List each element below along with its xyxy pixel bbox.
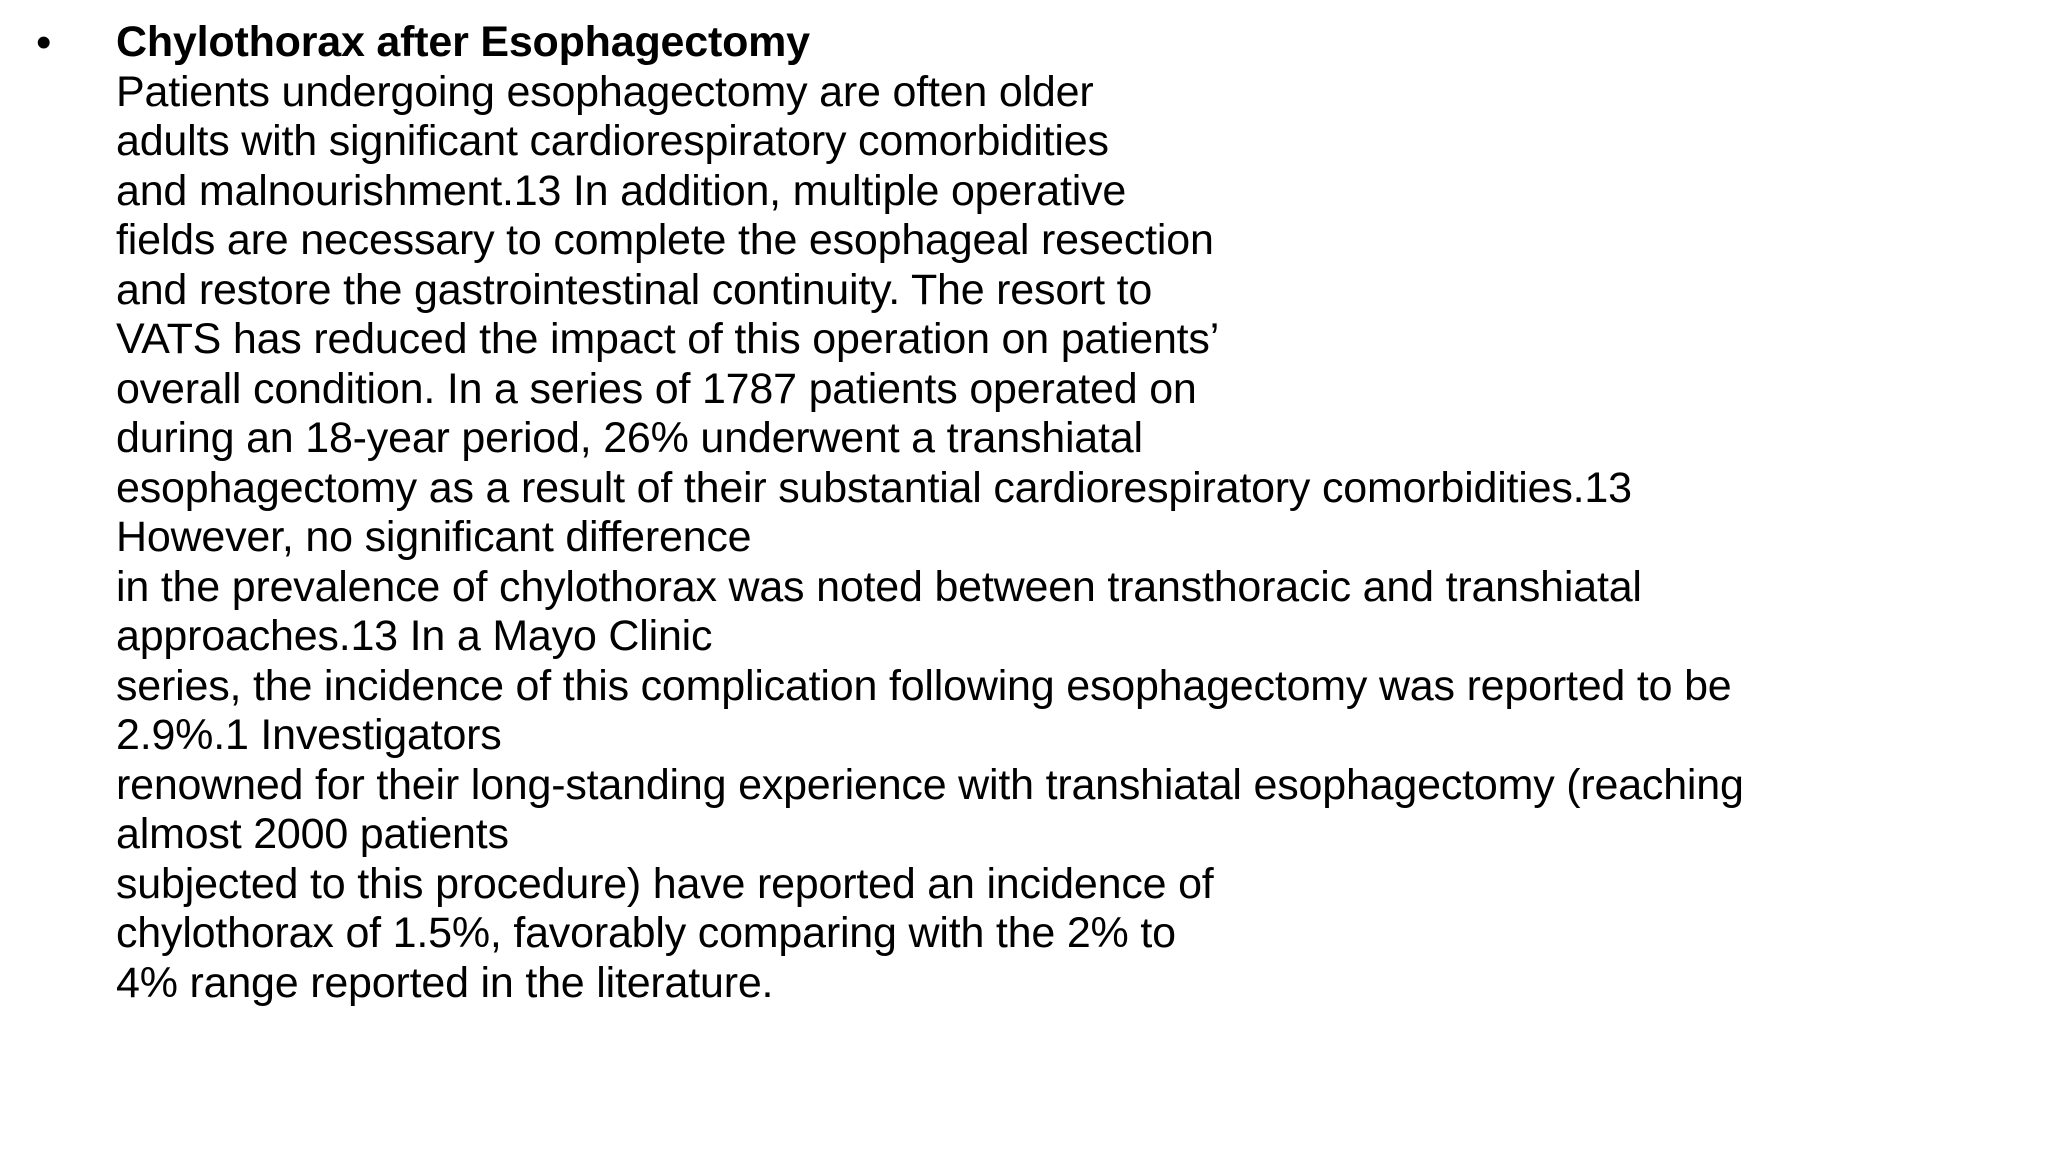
body-line: subjected to this procedure) have reported an incidence of [116, 859, 1214, 908]
body-line: 2.9%.1 Investigators [116, 711, 502, 759]
slide-heading: Chylothorax after Esophagectomy [116, 18, 810, 66]
bullet-dot-icon: • [36, 18, 52, 67]
body-line: adults with significant cardiorespiratory comorbidities [116, 117, 1109, 165]
body-line: 4% range reported in the literature. [116, 958, 774, 1007]
body-line: chylothorax of 1.5%, favorably comparing with the 2% to [116, 909, 1176, 957]
body-line: and restore the gastrointestinal continuity. The resort to [116, 265, 1153, 314]
body-line: approaches.13 In a Mayo Clinic [116, 612, 713, 660]
body-line: overall condition. In a series of 1787 patients operated on [116, 364, 1197, 413]
body-line: esophagectomy as a result of their substantial cardiorespiratory comorbidities.13 [116, 463, 1632, 512]
body-line: VATS has reduced the impact of this operation on patients’ [116, 315, 1220, 363]
body-line: during an 18-year period, 26% underwent a transhiatal [116, 414, 1143, 462]
body-line: and malnourishment.13 In addition, multiple operative [116, 166, 1127, 215]
body-line: fields are necessary to complete the esophageal resection [116, 216, 1214, 264]
body-line: Patients undergoing esophagectomy are often older [116, 67, 1094, 116]
body-line: almost 2000 patients [116, 810, 509, 858]
bullet-content [116, 18, 2016, 1008]
body-line: renowned for their long-standing experience with transhiatal esophagectomy (reaching [116, 760, 1744, 809]
body-line: in the prevalence of chylothorax was noted between transthoracic and transhiatal [116, 562, 1642, 611]
body-line: However, no significant difference [116, 513, 752, 561]
body-line: series, the incidence of this complication following esophagectomy was reported to be [116, 661, 1732, 710]
